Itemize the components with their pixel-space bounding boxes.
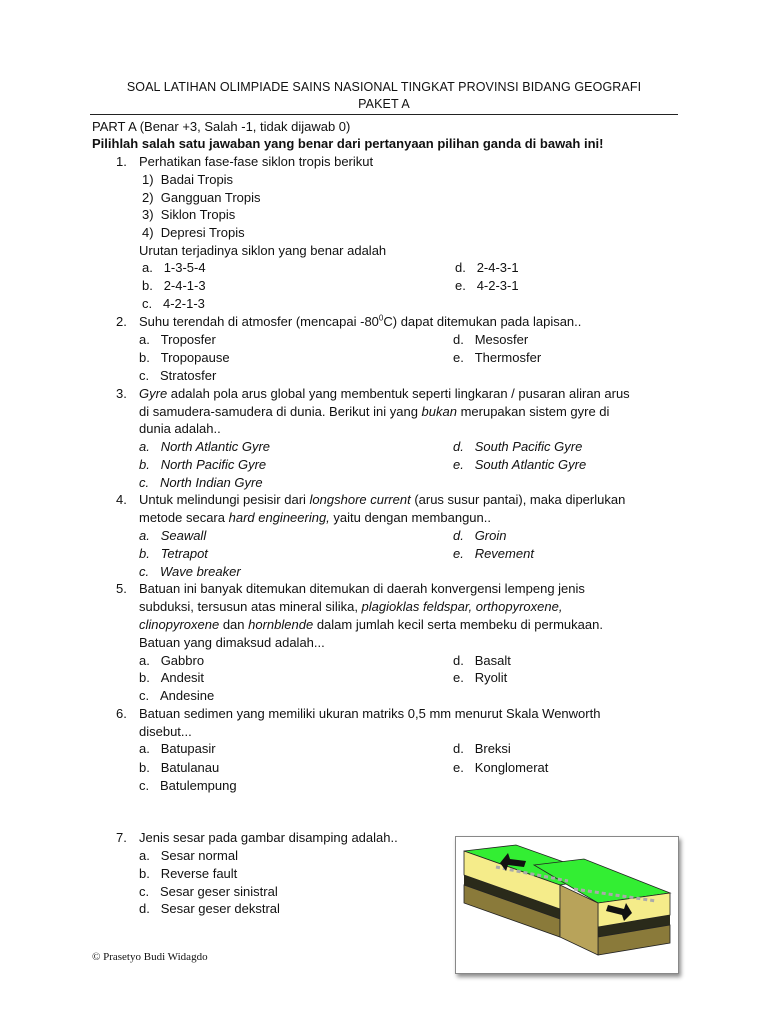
option-key: a. <box>139 848 150 863</box>
option-key: b. <box>142 278 153 293</box>
option-text: North Atlantic Gyre <box>160 439 271 454</box>
option-key: b. <box>139 546 150 561</box>
option-text: Breksi <box>474 741 511 756</box>
question-text <box>139 403 609 420</box>
italic-term: bukan <box>421 404 457 419</box>
option-key: e. <box>453 760 464 775</box>
option-key: b. <box>139 350 150 365</box>
option-key: b. <box>139 670 150 685</box>
question-text: dunia adalah.. <box>139 421 221 436</box>
item-text: Badai Tropis <box>160 172 234 187</box>
option-text: Mesosfer <box>474 332 529 347</box>
option-key: d. <box>453 741 464 756</box>
option-text: Revement <box>474 546 534 561</box>
option-d <box>453 652 511 669</box>
option-b <box>139 349 230 366</box>
option-b <box>139 865 237 882</box>
part-label: PART A (Benar +3, Salah -1, tidak dijawab 0) <box>92 119 351 134</box>
option-c <box>139 777 237 794</box>
option-text: Andesine <box>159 688 215 703</box>
text-segment: adalah pola arus global yang membentuk seperti lingkaran / pusaran aliran arus <box>167 386 630 401</box>
text-segment: (arus susur pantai), maka diperlukan <box>410 492 626 507</box>
option-c <box>139 687 214 704</box>
option-text: Stratosfer <box>159 368 217 383</box>
option-text: 1-3-5-4 <box>163 260 206 275</box>
option-key: d. <box>455 260 466 275</box>
item-text: Gangguan Tropis <box>160 190 261 205</box>
option-text: 2-4-1-3 <box>163 278 206 293</box>
option-text: Sesar geser dekstral <box>160 901 280 916</box>
option-key: e. <box>453 350 464 365</box>
option-c <box>139 367 216 384</box>
option-key: e. <box>453 670 464 685</box>
item-text: Depresi Tropis <box>160 225 245 240</box>
italic-term: longshore current <box>309 492 411 507</box>
option-text: Batupasir <box>160 741 216 756</box>
option-key: c. <box>139 778 150 793</box>
italic-term: plagioklas feldspar, orthopyroxene, <box>361 599 563 614</box>
option-text: Basalt <box>474 653 511 668</box>
option-text: Andesit <box>160 670 205 685</box>
option-a <box>142 259 206 276</box>
item-number: 2) <box>142 190 154 205</box>
text-segment: dan <box>219 617 249 632</box>
question-text <box>139 313 581 330</box>
option-a <box>139 331 216 348</box>
question-number: 3. <box>116 386 127 401</box>
option-e <box>453 349 541 366</box>
option-key: a. <box>142 260 153 275</box>
option-key: c. <box>139 688 150 703</box>
text-segment: di samudera-samudera di dunia. Berikut ini yang <box>139 404 422 419</box>
option-text: 4-2-1-3 <box>162 296 205 311</box>
question-text: Batuan sedimen yang memiliki ukuran matriks 0,5 mm menurut Skala Wenworth <box>139 706 601 721</box>
question-text: Perhatikan fase-fase siklon tropis berikut <box>139 154 374 169</box>
option-key: a. <box>139 332 150 347</box>
italic-term: Gyre <box>139 386 168 401</box>
item-text: Siklon Tropis <box>160 207 236 222</box>
question-text <box>139 491 625 508</box>
option-key: d. <box>453 528 464 543</box>
option-b <box>139 669 204 686</box>
option-text: Batulempung <box>159 778 237 793</box>
option-b <box>139 456 266 473</box>
text-segment: Suhu terendah di atmosfer (mencapai -80 <box>139 314 379 329</box>
option-a <box>139 438 270 455</box>
option-e <box>453 669 507 686</box>
option-e <box>453 545 534 562</box>
option-text: South Pacific Gyre <box>474 439 583 454</box>
option-key: e. <box>453 546 464 561</box>
question-text: Batuan ini banyak ditemukan ditemukan di daerah konvergensi lempeng jenis <box>139 581 585 596</box>
italic-term: hard engineering, <box>228 510 330 525</box>
text-segment: subduksi, tersusun atas mineral silika, <box>139 599 362 614</box>
option-a <box>139 740 216 757</box>
list-item <box>142 224 245 241</box>
option-a <box>139 847 238 864</box>
option-e <box>453 456 586 473</box>
question-number: 4. <box>116 492 127 507</box>
question-stem: Urutan terjadinya siklon yang benar adalah <box>139 243 387 258</box>
option-text: Troposfer <box>160 332 216 347</box>
instruction: Pilihlah salah satu jawaban yang benar dari pertanyaan pilihan ganda di bawah ini! <box>92 136 604 151</box>
option-e <box>453 759 548 776</box>
copyright-footer: © Prasetyo Budi Widagdo <box>92 951 208 963</box>
option-text: North Indian Gyre <box>159 475 263 490</box>
option-key: d. <box>453 332 464 347</box>
option-a <box>139 527 206 544</box>
option-text: Batulanau <box>160 760 220 775</box>
question-text <box>139 385 630 402</box>
question-number: 2. <box>116 314 127 329</box>
option-text: 2-4-3-1 <box>476 260 519 275</box>
option-text: Sesar geser sinistral <box>159 884 278 899</box>
option-c <box>139 563 241 580</box>
text-segment: Untuk melindungi pesisir dari <box>139 492 310 507</box>
option-c <box>139 883 278 900</box>
option-key: a. <box>139 653 150 668</box>
option-key: c. <box>139 564 150 579</box>
text-segment: metode secara <box>139 510 229 525</box>
text-segment: C) dapat ditemukan pada lapisan.. <box>383 314 582 329</box>
option-key: c. <box>142 296 153 311</box>
option-text: Sesar normal <box>160 848 238 863</box>
option-d <box>453 740 511 757</box>
list-item <box>142 171 233 188</box>
document-subtitle: PAKET A <box>358 97 410 111</box>
option-text: Groin <box>474 528 507 543</box>
option-b <box>139 545 208 562</box>
option-key: c. <box>139 475 150 490</box>
option-b <box>139 759 219 776</box>
option-c <box>142 295 205 312</box>
question-number: 6. <box>116 706 127 721</box>
italic-term: clinopyroxene <box>139 617 220 632</box>
option-text: South Atlantic Gyre <box>474 457 587 472</box>
option-key: d. <box>453 439 464 454</box>
text-segment: yaitu dengan membangun.. <box>329 510 491 525</box>
option-text: Thermosfer <box>474 350 542 365</box>
option-text: Wave breaker <box>159 564 241 579</box>
option-d <box>453 331 528 348</box>
option-key: a. <box>139 528 150 543</box>
option-key: e. <box>453 457 464 472</box>
option-text: North Pacific Gyre <box>160 457 267 472</box>
option-key: a. <box>139 741 150 756</box>
text-segment: dalam jumlah kecil serta membeku di permukaan. <box>313 617 603 632</box>
item-number: 4) <box>142 225 154 240</box>
option-key: b. <box>139 457 150 472</box>
list-item <box>142 206 235 223</box>
option-key: b. <box>139 760 150 775</box>
option-key: e. <box>455 278 466 293</box>
option-key: d. <box>139 901 150 916</box>
option-text: Ryolit <box>474 670 508 685</box>
superscript: 0 <box>378 313 384 323</box>
option-text: Seawall <box>160 528 207 543</box>
option-text: Reverse fault <box>160 866 238 881</box>
option-a <box>139 652 204 669</box>
option-b <box>142 277 206 294</box>
question-text: Jenis sesar pada gambar disamping adalah.. <box>139 830 398 845</box>
option-text: Tropopause <box>160 350 230 365</box>
option-d <box>453 527 506 544</box>
list-item <box>142 189 261 206</box>
option-text: Tetrapot <box>160 546 208 561</box>
option-key: a. <box>139 439 150 454</box>
question-number: 1. <box>116 154 127 169</box>
option-text: Gabbro <box>160 653 205 668</box>
option-e <box>455 277 519 294</box>
text-segment: merupakan sistem gyre di <box>456 404 610 419</box>
option-key: d. <box>453 653 464 668</box>
option-c <box>139 474 263 491</box>
question-text <box>139 509 491 526</box>
question-text <box>139 598 562 615</box>
item-number: 1) <box>142 172 154 187</box>
document-title: SOAL LATIHAN OLIMPIADE SAINS NASIONAL TINGKAT PROVINSI BIDANG GEOGRAFI <box>126 80 642 94</box>
question-text: Batuan yang dimaksud adalah... <box>139 635 325 650</box>
italic-term: hornblende <box>248 617 314 632</box>
option-text: 4-2-3-1 <box>476 278 519 293</box>
option-key: b. <box>139 866 150 881</box>
option-key: c. <box>139 884 150 899</box>
question-text: disebut... <box>139 724 192 739</box>
question-number: 7. <box>116 830 127 845</box>
question-number: 5. <box>116 581 127 596</box>
header-divider <box>90 114 678 115</box>
option-d <box>455 259 519 276</box>
fault-figure <box>455 836 679 974</box>
question-text <box>139 616 603 633</box>
item-number: 3) <box>142 207 154 222</box>
option-d <box>453 438 582 455</box>
option-key: c. <box>139 368 150 383</box>
strike-slip-fault-diagram-icon <box>456 837 678 973</box>
option-d <box>139 900 280 917</box>
option-text: Konglomerat <box>474 760 549 775</box>
